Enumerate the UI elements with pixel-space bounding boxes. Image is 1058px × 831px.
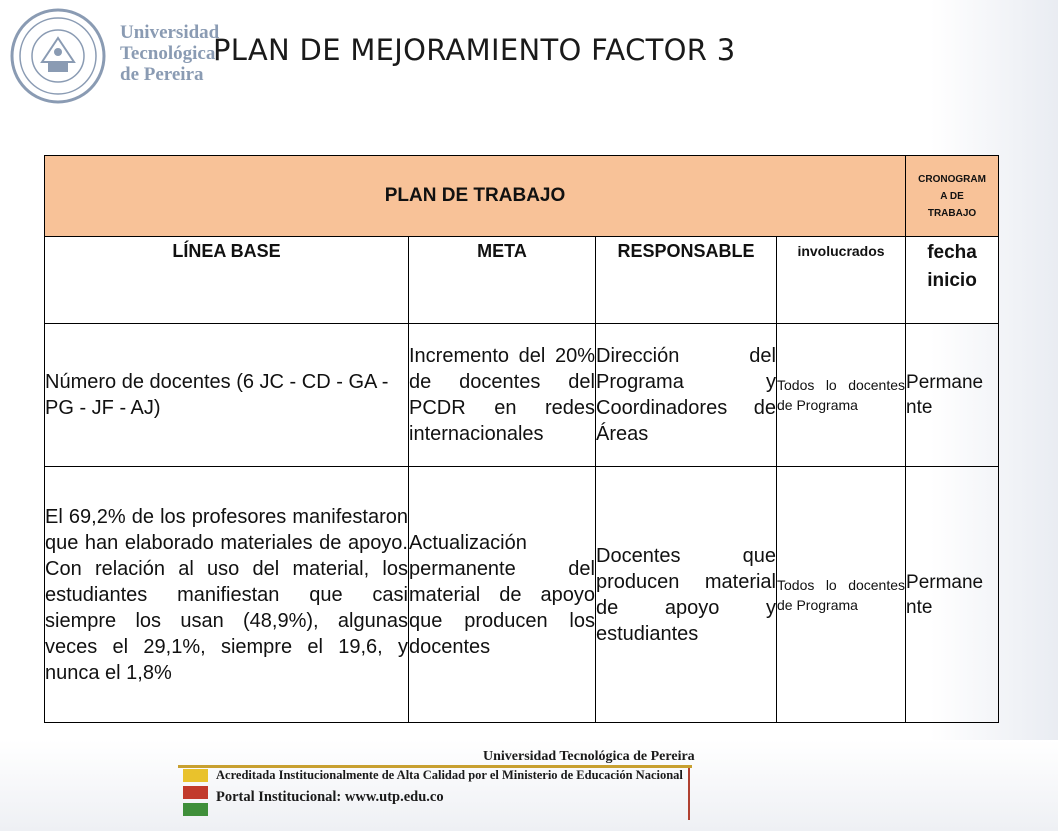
- logo-line-3: de Pereira: [120, 64, 204, 85]
- column-header-fecha-line-1: fecha: [927, 242, 977, 263]
- work-plan-table: [44, 155, 999, 723]
- table-row: [45, 324, 999, 467]
- column-header-responsable: RESPONSABLE: [596, 237, 777, 324]
- column-header-involucrados: involucrados: [777, 237, 906, 324]
- column-header-meta: META: [409, 237, 596, 324]
- cell-involucrados: Todos lo docentes de Programa: [777, 324, 906, 467]
- footer-vertical-accent: [688, 768, 690, 820]
- cell-responsable: Docentes que producen material de apoyo y estudiantes: [596, 467, 777, 723]
- cell-fecha-line-2: nte: [906, 397, 933, 418]
- cell-meta: Incremento del 20% de docentes del PCDR en redes internacionales: [409, 324, 596, 467]
- column-header-row: [45, 237, 999, 324]
- cell-fecha-line-2: nte: [906, 596, 933, 618]
- cell-fecha-inicio: [906, 467, 999, 723]
- colombia-flag-icon: [183, 769, 208, 819]
- logo-wordmark: [120, 22, 219, 85]
- table-row: [45, 467, 999, 723]
- footer-portal-link[interactable]: Portal Institucional: www.utp.edu.co: [216, 789, 444, 805]
- header-cronograma-line-1: CRONOGRAM: [918, 173, 986, 185]
- column-header-fecha-inicio: [906, 237, 999, 324]
- header-plan-de-trabajo: PLAN DE TRABAJO: [45, 156, 906, 237]
- header-cronograma-line-3: TRABAJO: [927, 207, 977, 219]
- column-header-fecha-line-2: inicio: [927, 270, 977, 291]
- cell-involucrados: Todos lo docentes de Programa: [777, 467, 906, 723]
- column-header-linea-base: LÍNEA BASE: [45, 237, 409, 324]
- cell-linea-base: Número de docentes (6 JC - CD - GA - PG - JF - AJ): [45, 324, 409, 467]
- header-cronograma: [906, 156, 999, 237]
- page-title: PLAN DE MEJORAMIENTO FACTOR 3: [213, 33, 736, 67]
- cell-fecha-line-1: Permane: [906, 372, 984, 393]
- cell-linea-base: El 69,2% de los profesores manifestaron que han elaborado materiales de apoyo. Con relación al uso del material, los estudiantes manifiestan que casi siempre los usan (48,9%), algunas veces el 29,1%, siempre el 19,6, y nunca el 1,8%: [45, 467, 409, 723]
- cell-fecha-inicio: [906, 324, 999, 467]
- footer-accreditation: Acreditada Institucionalmente de Alta Calidad por el Ministerio de Educación Nacional: [216, 768, 683, 782]
- header-cronograma-line-2: A DE: [940, 190, 964, 202]
- cell-fecha-line-1: Permane: [906, 571, 984, 593]
- university-logo: [2, 6, 220, 106]
- footer-university-name: Universidad Tecnológica de Pereira: [483, 749, 695, 764]
- university-seal-icon: [2, 6, 114, 106]
- cell-meta: Actualización permanente del material de apoyo que producen los docentes: [409, 467, 596, 723]
- logo-line-1: Universidad: [120, 22, 220, 43]
- cell-responsable: Dirección del Programa y Coordinadores de Áreas: [596, 324, 777, 467]
- logo-line-2: Tecnológica: [120, 43, 216, 64]
- table-header-row: [45, 156, 999, 237]
